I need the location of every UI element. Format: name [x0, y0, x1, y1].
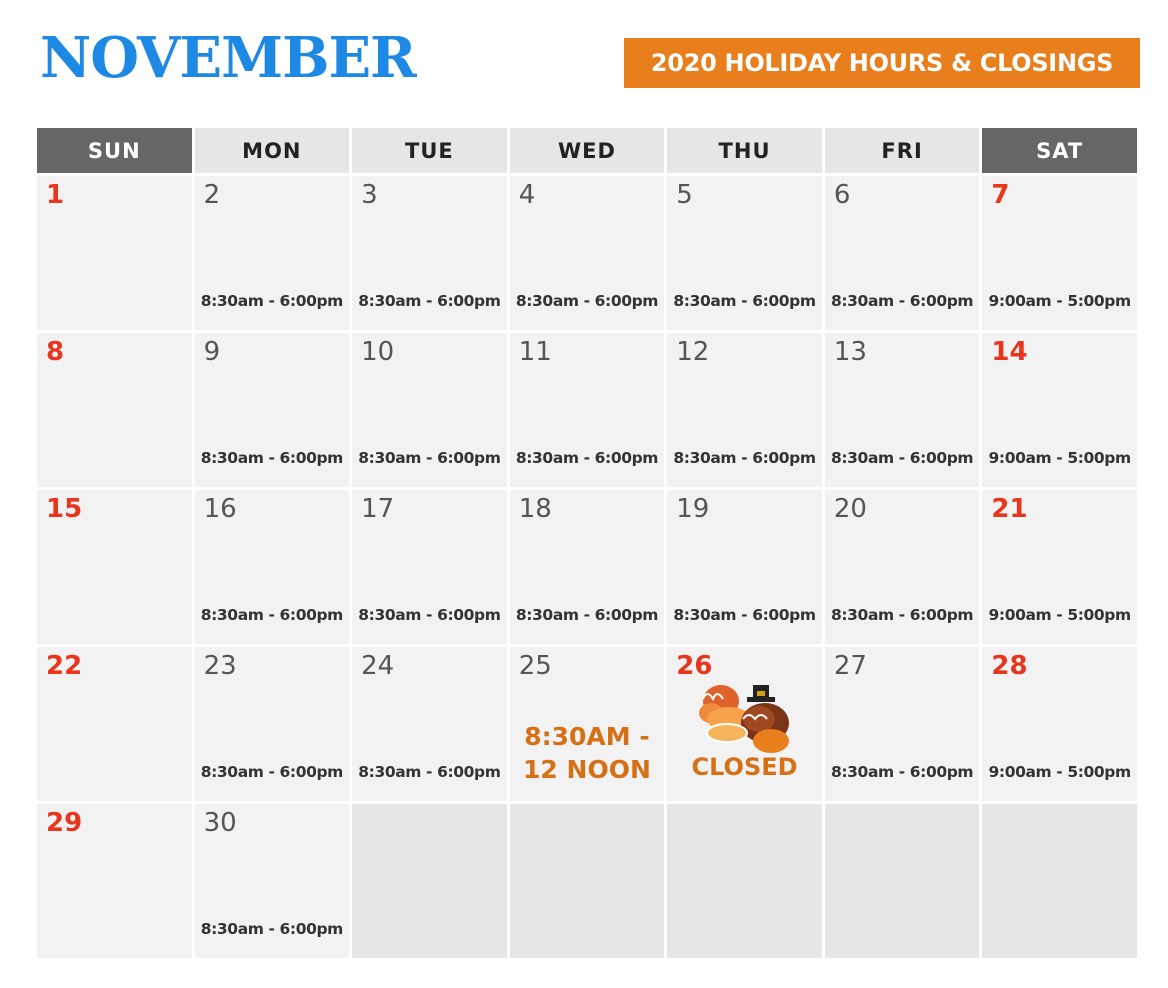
- business-hours: 9:00am - 5:00pm: [988, 292, 1131, 310]
- business-hours: 8:30am - 6:00pm: [200, 606, 343, 624]
- day-cell-11: [510, 333, 665, 487]
- business-hours: 8:30am - 6:00pm: [830, 449, 974, 467]
- day-number: 11: [518, 337, 552, 367]
- business-hours: 8:30am - 6:00pm: [830, 763, 974, 781]
- day-number: 10: [361, 337, 395, 367]
- day-cell-17: [352, 490, 507, 644]
- special-hours-line: 8:30AM -: [524, 722, 650, 751]
- day-cell-6: [825, 176, 980, 330]
- business-hours: 8:30am - 6:00pm: [515, 606, 659, 624]
- day-cell-8: [37, 333, 192, 487]
- day-cell-24: [352, 647, 507, 801]
- day-number: 26: [676, 651, 713, 681]
- day-number: 21: [991, 494, 1028, 524]
- day-cell-1: [37, 176, 192, 330]
- day-cell-15: [37, 490, 192, 644]
- day-number: 13: [833, 337, 867, 367]
- business-hours: 8:30am - 6:00pm: [673, 292, 816, 310]
- weekday-header-mon: MON: [195, 128, 350, 173]
- business-hours: 9:00am - 5:00pm: [988, 606, 1131, 624]
- day-number: 9: [203, 337, 221, 367]
- happy-thanksgiving-turkey-icon: [697, 679, 797, 757]
- day-cell-5: [667, 176, 822, 330]
- business-hours: 8:30am - 6:00pm: [200, 449, 343, 467]
- weekday-header-wed: WED: [510, 128, 665, 173]
- day-cell-12: [667, 333, 822, 487]
- day-number: 2: [203, 180, 221, 210]
- business-hours: 9:00am - 5:00pm: [988, 449, 1131, 467]
- business-hours: 9:00am - 5:00pm: [988, 763, 1131, 781]
- day-number: 30: [203, 808, 237, 838]
- weekday-header-tue: TUE: [352, 128, 507, 173]
- business-hours: 8:30am - 6:00pm: [673, 606, 816, 624]
- day-number: 12: [676, 337, 710, 367]
- business-hours: 8:30am - 6:00pm: [200, 763, 343, 781]
- business-hours: 8:30am - 6:00pm: [830, 292, 974, 310]
- empty-day-cell: [667, 804, 822, 958]
- day-cell-3: [352, 176, 507, 330]
- business-hours: 8:30am - 6:00pm: [515, 292, 659, 310]
- month-title: NOVEMBER: [40, 25, 416, 91]
- day-number: 23: [203, 651, 237, 681]
- day-number: 3: [361, 180, 378, 210]
- day-number: 19: [676, 494, 710, 524]
- weekday-header-sun: SUN: [37, 128, 192, 173]
- day-number: 6: [833, 180, 851, 210]
- day-cell-25: [510, 647, 665, 801]
- business-hours: 8:30am - 6:00pm: [673, 449, 816, 467]
- day-number: 24: [361, 651, 395, 681]
- day-cell-21: [982, 490, 1137, 644]
- day-cell-23: [195, 647, 350, 801]
- day-number: 4: [518, 180, 536, 210]
- day-number: 17: [361, 494, 395, 524]
- day-number: 20: [833, 494, 867, 524]
- business-hours: 8:30am - 6:00pm: [200, 920, 343, 938]
- business-hours: 8:30am - 6:00pm: [358, 606, 501, 624]
- weekday-header-sat: SAT: [982, 128, 1137, 173]
- weekday-header-fri: FRI: [825, 128, 980, 173]
- day-number: 16: [203, 494, 237, 524]
- business-hours: 8:30am - 6:00pm: [358, 763, 501, 781]
- day-cell-4: [510, 176, 665, 330]
- day-cell-2: [195, 176, 350, 330]
- day-number: 15: [46, 494, 83, 524]
- day-number: 27: [833, 651, 867, 681]
- empty-day-cell: [352, 804, 507, 958]
- business-hours: 8:30am - 6:00pm: [830, 606, 974, 624]
- day-cell-20: [825, 490, 980, 644]
- day-cell-18: [510, 490, 665, 644]
- day-number: 28: [991, 651, 1028, 681]
- business-hours: 8:30am - 6:00pm: [200, 292, 343, 310]
- closed-label: CLOSED: [691, 753, 798, 781]
- weekday-header-thu: THU: [667, 128, 822, 173]
- special-hours-line: 12 NOON: [523, 754, 651, 784]
- day-cell-16: [195, 490, 350, 644]
- day-cell-14: [982, 333, 1137, 487]
- day-cell-19: [667, 490, 822, 644]
- holiday-hours-banner: [624, 38, 1140, 88]
- day-cell-28: [982, 647, 1137, 801]
- day-cell-27: [825, 647, 980, 801]
- day-cell-30: [195, 804, 350, 958]
- empty-day-cell: [510, 804, 665, 958]
- business-hours: 8:30am - 6:00pm: [515, 449, 659, 467]
- day-cell-29: [37, 804, 192, 958]
- day-number: 14: [991, 337, 1028, 367]
- day-number: 8: [46, 337, 65, 367]
- day-number: 5: [676, 180, 693, 210]
- special-hours: [510, 721, 665, 786]
- day-cell-22: [37, 647, 192, 801]
- business-hours: 8:30am - 6:00pm: [358, 449, 501, 467]
- day-number: 18: [518, 494, 552, 524]
- day-number: 22: [46, 651, 83, 681]
- banner-label: 2020 HOLIDAY HOURS & CLOSINGS: [650, 49, 1114, 77]
- business-hours: 8:30am - 6:00pm: [358, 292, 501, 310]
- day-number: 29: [46, 808, 83, 838]
- day-cell-10: [352, 333, 507, 487]
- day-number: 25: [518, 651, 552, 681]
- day-cell-13: [825, 333, 980, 487]
- empty-day-cell: [982, 804, 1137, 958]
- day-cell-7: [982, 176, 1137, 330]
- day-number: 1: [46, 180, 65, 210]
- day-cell-26: [667, 647, 822, 801]
- day-cell-9: [195, 333, 350, 487]
- empty-day-cell: [825, 804, 980, 958]
- calendar-grid: [37, 128, 1133, 958]
- day-number: 7: [991, 180, 1010, 210]
